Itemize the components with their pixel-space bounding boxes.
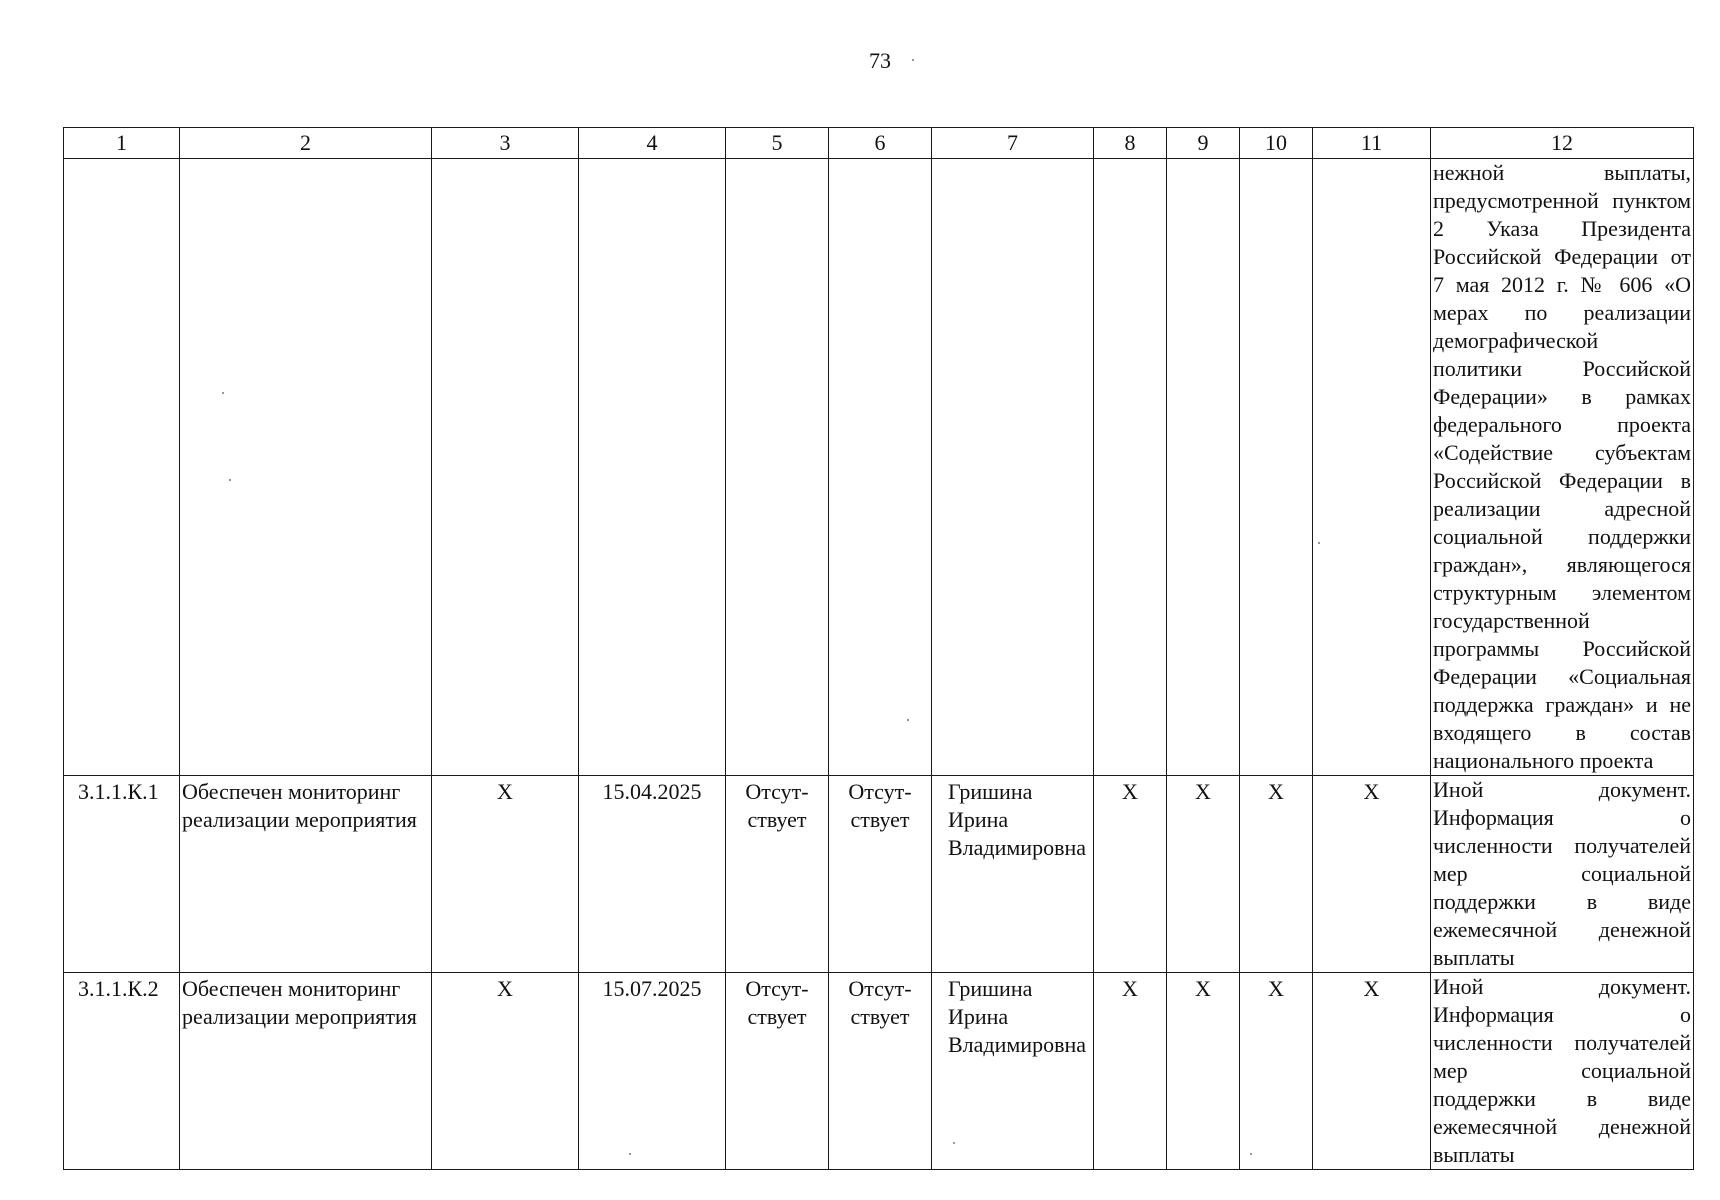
column-header: 8 [1094, 128, 1167, 159]
scan-speck [1318, 542, 1320, 544]
table-row [64, 973, 1694, 1170]
row-col8: Х [1094, 776, 1167, 973]
row-responsible: Гришина Ирина Владимировна [932, 776, 1094, 973]
column-header: 2 [180, 128, 432, 159]
row-document: Иной документ. Информация о численности получателей мер социальной поддержки в виде ежемесячной денежной выплаты [1431, 776, 1694, 973]
column-header: 5 [726, 128, 829, 159]
row-col5: Отсут- ствует [726, 776, 829, 973]
table-row [64, 776, 1694, 973]
column-number-row [64, 128, 1694, 159]
scan-speck [953, 1142, 955, 1144]
column-header: 4 [579, 128, 726, 159]
row-code: 3.1.1.К.1 [64, 776, 180, 973]
row-col9: Х [1167, 973, 1240, 1170]
continuation-text: нежной выплаты, предусмотренной пунктом 2 Указа Президента Российской Федерации от 7 мая 2012 г. № 606 «О мерах по реализации демографической политики Российской Федерации» в рамках федерального проекта «Содействие субъектам Российской Федерации в реализации адресной социальной поддержки граждан», являющегося структурным элементом государственной программы Российской Федерации «Социальная поддержка граждан» и не входящего в состав национального проекта [1431, 159, 1694, 776]
page-number: 73 [869, 48, 891, 73]
row-responsible: Гришина Ирина Владимировна [932, 973, 1094, 1170]
scan-speck [912, 59, 914, 61]
column-header: 9 [1167, 128, 1240, 159]
row-col10: Х [1240, 776, 1313, 973]
column-header: 10 [1240, 128, 1313, 159]
scan-speck [229, 479, 231, 481]
scan-speck [907, 719, 909, 721]
scan-speck [222, 392, 224, 394]
scan-speck [1250, 1153, 1252, 1155]
column-header: 12 [1431, 128, 1694, 159]
continuation-row [64, 159, 1694, 776]
row-code: 3.1.1.К.2 [64, 973, 180, 1170]
row-document: Иной документ. Информация о численности получателей мер социальной поддержки в виде ежемесячной денежной выплаты [1431, 973, 1694, 1170]
row-name: Обеспечен мониторинг реализации мероприятия [180, 973, 432, 1170]
row-col10: Х [1240, 973, 1313, 1170]
row-col6: Отсут- ствует [829, 973, 932, 1170]
row-col3: Х [432, 776, 579, 973]
column-header: 6 [829, 128, 932, 159]
row-col8: Х [1094, 973, 1167, 1170]
row-col11: Х [1313, 776, 1431, 973]
row-col9: Х [1167, 776, 1240, 973]
row-col5: Отсут- ствует [726, 973, 829, 1170]
plan-table [63, 127, 1694, 1170]
row-date: 15.04.2025 [579, 776, 726, 973]
column-header: 11 [1313, 128, 1431, 159]
column-header: 1 [64, 128, 180, 159]
row-col11: Х [1313, 973, 1431, 1170]
row-col6: Отсут- ствует [829, 776, 932, 973]
row-name: Обеспечен мониторинг реализации мероприятия [180, 776, 432, 973]
column-header: 7 [932, 128, 1094, 159]
column-header: 3 [432, 128, 579, 159]
row-date: 15.07.2025 [579, 973, 726, 1170]
scan-speck [629, 1153, 631, 1155]
row-col3: Х [432, 973, 579, 1170]
